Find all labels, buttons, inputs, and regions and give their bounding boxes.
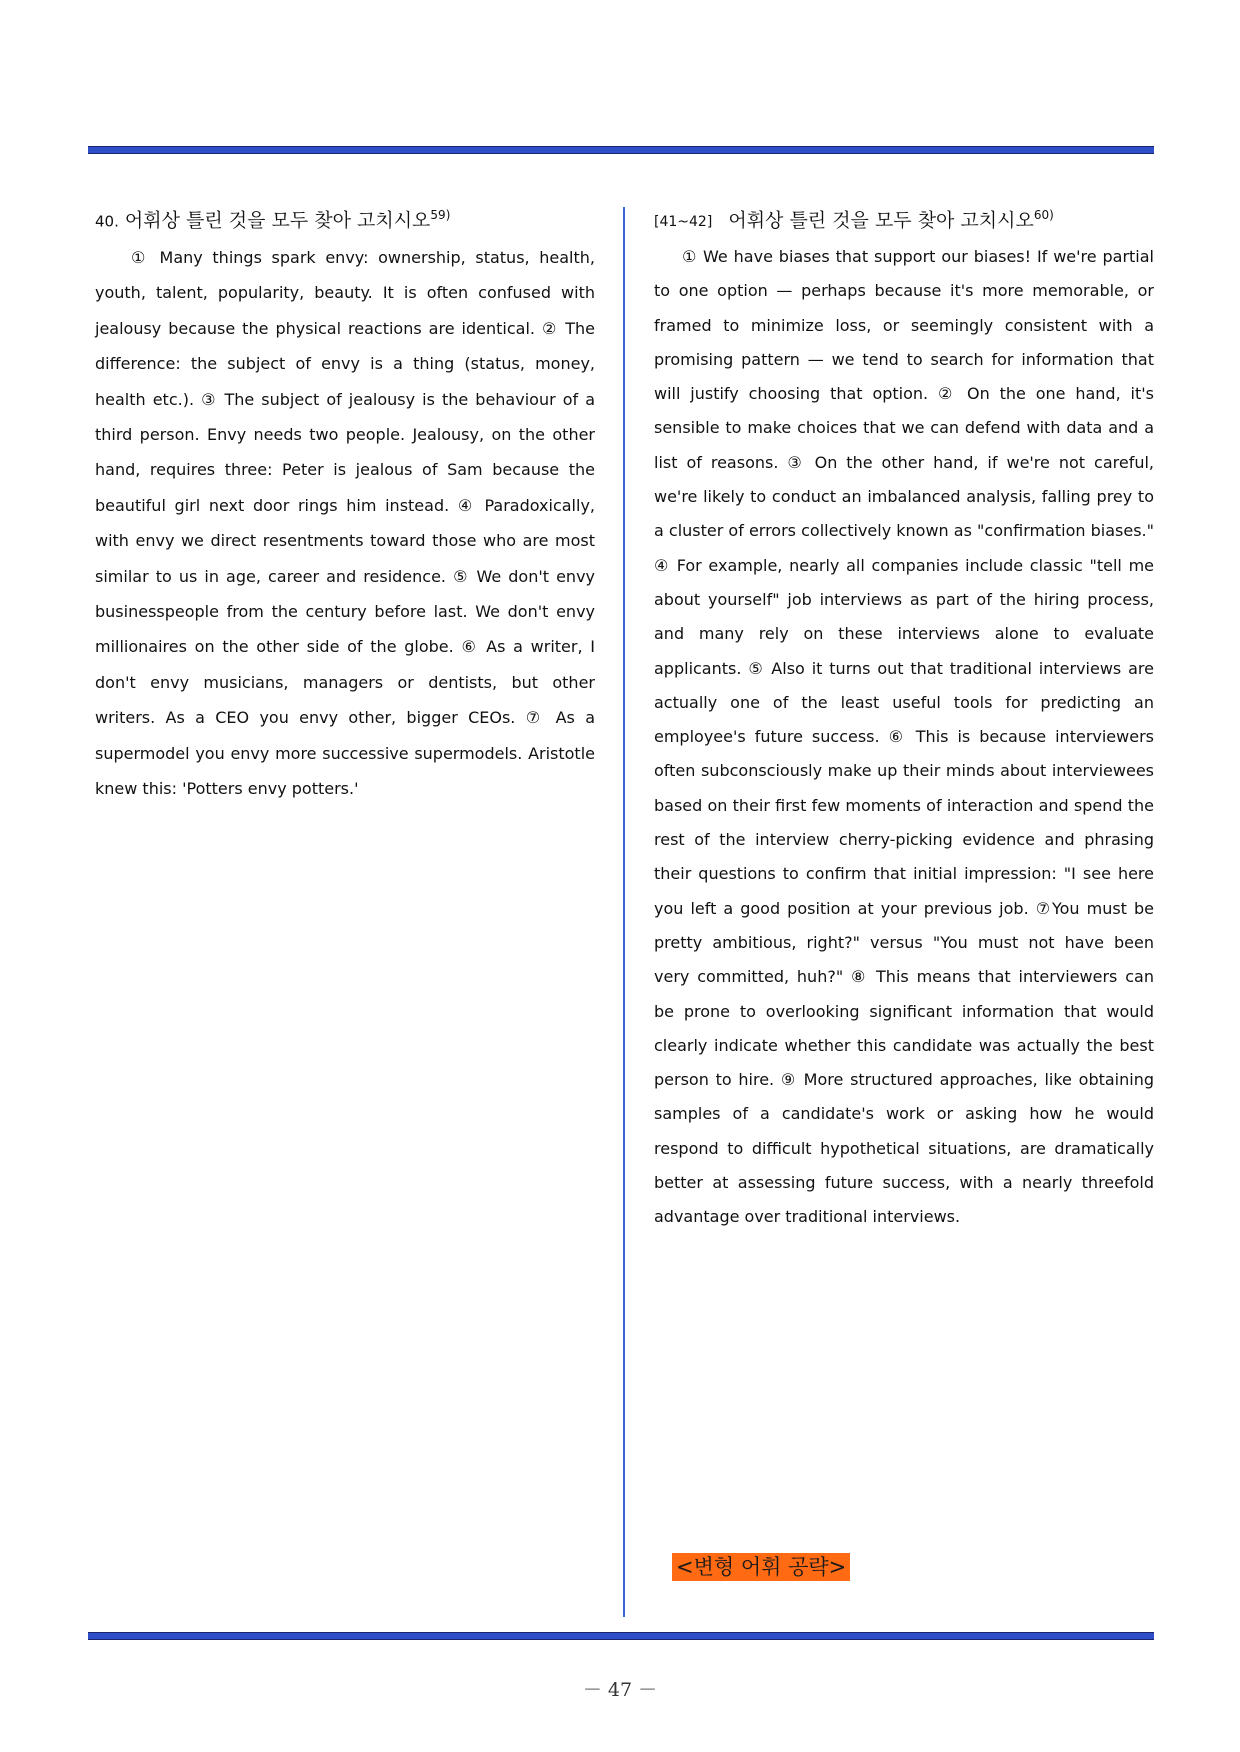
question-41-42-passage: ① We have biases that support our biases! If we're partial to one option — perhaps because it's more memorable, or framed to minimize loss, or seemingly consistent with a promising pattern — we tend to search for information that will justify choosing that option. ② On the one hand, it's sensible to make choices that we can defend with data and a list of reasons. ③ On the other hand, if we're not careful, we're likely to conduct an imbalanced analysis, falling prey to a cluster of errors collectively known as "confirmation biases." ④ For example, nearly all companies include classic "tell me about yourself" job interviews as part of the hiring process, and many rely on these interviews alone to evaluate applicants. ⑤ Also it turns out that traditional interviews are actually one of the least useful tools for predicting an employee's future success. ⑥ This is because interviewers often subconsciously make up their minds about interviewees based on their first few moments of interaction and spend the rest of the interview cherry-picking evidence and phrasing their questions to confirm that initial impression: "I see here you left a good position at your previous job. ⑦You must be pretty ambitious, right?" versus "You must not have been very committed, huh?" ⑧ This means that interviewers can be prone to overlooking significant information that would clearly indicate whether this candidate was actually the best person to hire. ⑨ More structured approaches, like obtaining samples of a candidate's work or asking how he would respond to difficult hypothetical situations, are dramatically better at assessing future success, with a nearly threefold advantage over traditional interviews. xyxy=(654,247,1154,1227)
left-column xyxy=(95,200,595,807)
column-divider xyxy=(623,207,625,1617)
question-instruction: 어휘상 틀린 것을 모두 찾아 고치시오 xyxy=(728,209,1034,232)
question-instruction: 어휘상 틀린 것을 모두 찾아 고치시오 xyxy=(124,209,431,232)
right-column xyxy=(654,200,1154,1235)
top-rule xyxy=(88,146,1154,154)
footnote-marker: 59) xyxy=(430,208,451,222)
question-range: [41~42] xyxy=(654,214,713,231)
footnote-marker: 60) xyxy=(1033,208,1054,222)
question-40-passage: ① Many things spark envy: ownership, status, health, youth, talent, popularity, beauty. It is often confused with jealousy because the physical reactions are identical. ② The difference: the subject of envy is a thing (status, money, health etc.). ③ The subject of jealousy is the behaviour of a third person. Envy needs two people. Jealousy, on the other hand, requires three: Peter is jealous of Sam because the beautiful girl next door rings him instead. ④ Paradoxically, with envy we direct resentments toward those who are most similar to us in age, career and residence. ⑤ We don't envy businesspeople from the century before last. We don't envy millionaires on the other side of the globe. ⑥ As a writer, I don't envy musicians, managers or dentists, but other writers. As a CEO you envy other, bigger CEOs. ⑦ As a supermodel you envy more successive supermodels. Aristotle knew this: 'Potters envy potters.' xyxy=(95,248,595,799)
section-tag: <변형 어휘 공략> xyxy=(672,1553,850,1581)
question-number: 40. xyxy=(95,212,119,231)
question-41-42-heading xyxy=(654,200,1154,230)
bottom-rule xyxy=(88,1632,1154,1640)
page-number: － 47 － xyxy=(582,1679,658,1701)
question-40-heading xyxy=(95,200,595,230)
